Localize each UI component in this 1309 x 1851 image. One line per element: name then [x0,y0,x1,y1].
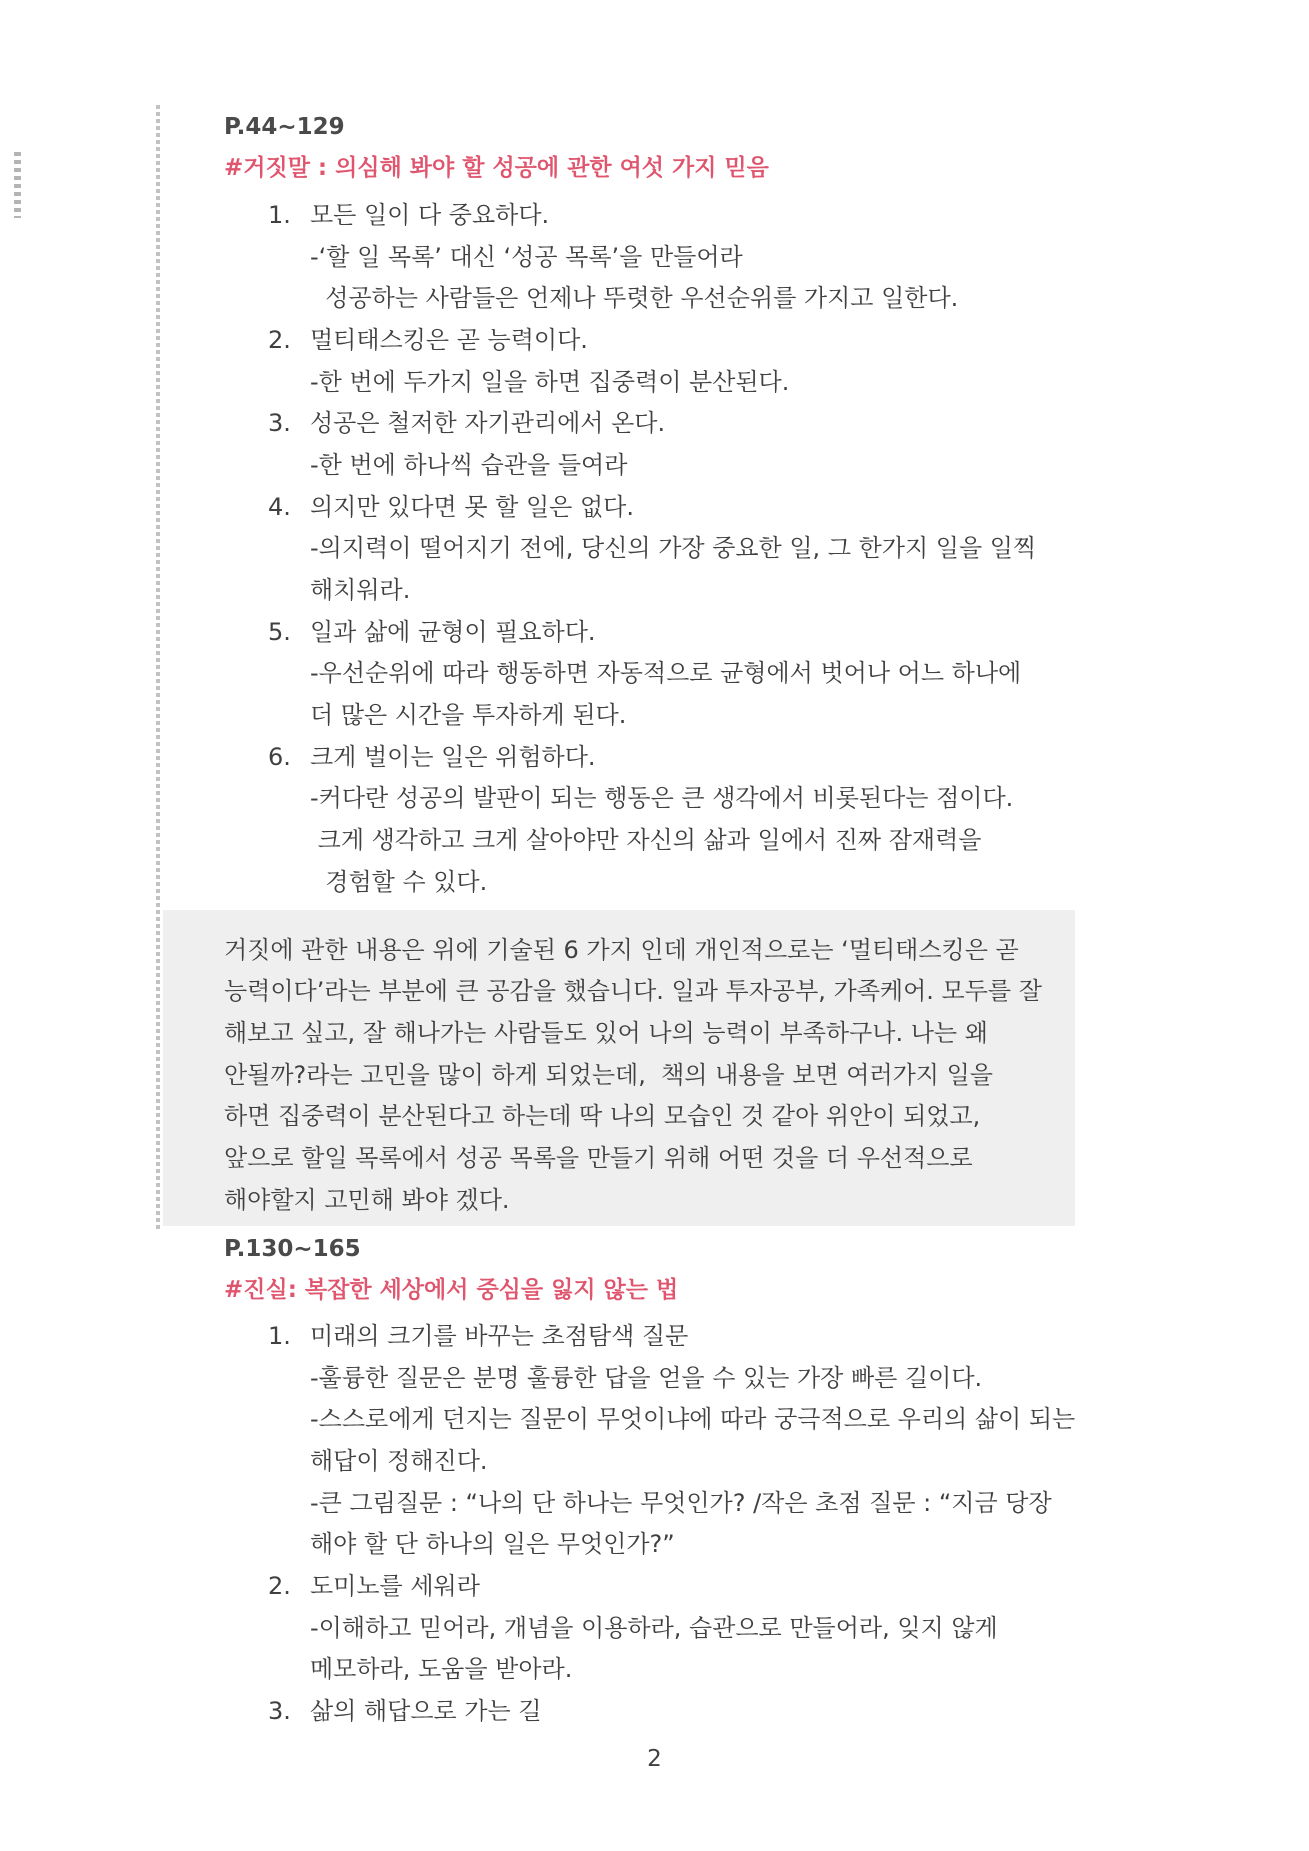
list-item-note: -스스로에게 던지는 질문이 무엇이냐에 따라 궁극적으로 우리의 삶이 되는 [310,1405,1076,1433]
section1-page-range: P.44~129 [224,114,345,140]
list-item-note: -한 번에 두가지 일을 하면 집중력이 분산된다. [310,368,790,396]
opinion-line: 능력이다’라는 부분에 큰 공감을 했습니다. 일과 투자공부, 가족케어. 모두를 잘 [224,977,1042,1005]
list-item-note: -이해하고 믿어라, 개념을 이용하라, 습관으로 만들어라, 잊지 않게 [310,1614,998,1642]
opinion-line: 해보고 싶고, 잘 해나가는 사람들도 있어 나의 능력이 부족하구나. 나는 왜 [224,1019,988,1047]
margin-marker [14,152,21,218]
list-item: 1. 모든 일이 다 중요하다. [268,201,550,229]
list-item: 3. 성공은 철저한 자기관리에서 온다. [268,409,666,437]
list-item-note: 크게 생각하고 크게 살아야만 자신의 삶과 일에서 진짜 잠재력을 [310,826,982,854]
section2-title: #진실: 복잡한 세상에서 중심을 잃지 않는 법 [224,1277,679,1303]
list-item-note: 성공하는 사람들은 언제나 뚜렷한 우선순위를 가지고 일한다. [310,284,959,312]
list-item-note: 해답이 정해진다. [310,1447,488,1475]
list-item: 2. 멀티태스킹은 곧 능력이다. [268,326,588,354]
opinion-line: 거짓에 관한 내용은 위에 기술된 6 가지 인데 개인적으로는 ‘멀티태스킹은 곧 [224,936,1019,964]
opinion-line: 앞으로 할일 목록에서 성공 목록을 만들기 위해 어떤 것을 더 우선적으로 [224,1144,973,1172]
section1-title: #거짓말 : 의심해 봐야 할 성공에 관한 여섯 가지 믿음 [224,155,769,181]
list-item-note: 해치워라. [310,576,411,604]
section2-page-range: P.130~165 [224,1236,361,1262]
opinion-line: 하면 집중력이 분산된다고 하는데 딱 나의 모습인 것 같아 위안이 되었고, [224,1102,981,1130]
list-item-note: 메모하라, 도움을 받아라. [310,1655,573,1683]
page-number: 2 [647,1746,662,1772]
list-item-note: -큰 그림질문 : “나의 단 하나는 무엇인가? /작은 초점 질문 : “지금 당장 [310,1489,1052,1517]
list-item-note: -커다란 성공의 발판이 되는 행동은 큰 생각에서 비롯된다는 점이다. [310,784,1014,812]
list-item: 2. 도미노를 세워라 [268,1572,480,1600]
list-item-note: -훌륭한 질문은 분명 훌륭한 답을 얻을 수 있는 가장 빠른 길이다. [310,1364,983,1392]
list-item-note: 해야 할 단 하나의 일은 무엇인가?” [310,1530,675,1558]
list-item: 5. 일과 삶에 균형이 필요하다. [268,618,596,646]
list-item-note: -‘할 일 목록’ 대신 ‘성공 목록’을 만들어라 [310,243,743,271]
list-item: 6. 크게 벌이는 일은 위험하다. [268,743,596,771]
list-item: 1. 미래의 크기를 바꾸는 초점탐색 질문 [268,1322,689,1350]
opinion-line: 안될까?라는 고민을 많이 하게 되었는데, 책의 내용을 보면 여러가지 일을 [224,1061,993,1089]
list-item-note: -의지력이 떨어지기 전에, 당신의 가장 중요한 일, 그 한가지 일을 일찍 [310,534,1037,562]
list-item-note: 경험할 수 있다. [310,868,488,896]
list-item: 3. 삶의 해답으로 가는 길 [268,1697,542,1725]
list-item-note: -한 번에 하나씩 습관을 들여라 [310,451,628,479]
list-item: 4. 의지만 있다면 못 할 일은 없다. [268,493,634,521]
list-item-note: 더 많은 시간을 투자하게 된다. [310,701,627,729]
opinion-line: 해야할지 고민해 봐야 겠다. [224,1186,510,1214]
dotted-margin-line [156,105,160,1230]
list-item-note: -우선순위에 따라 행동하면 자동적으로 균형에서 벗어나 어느 하나에 [310,659,1022,687]
